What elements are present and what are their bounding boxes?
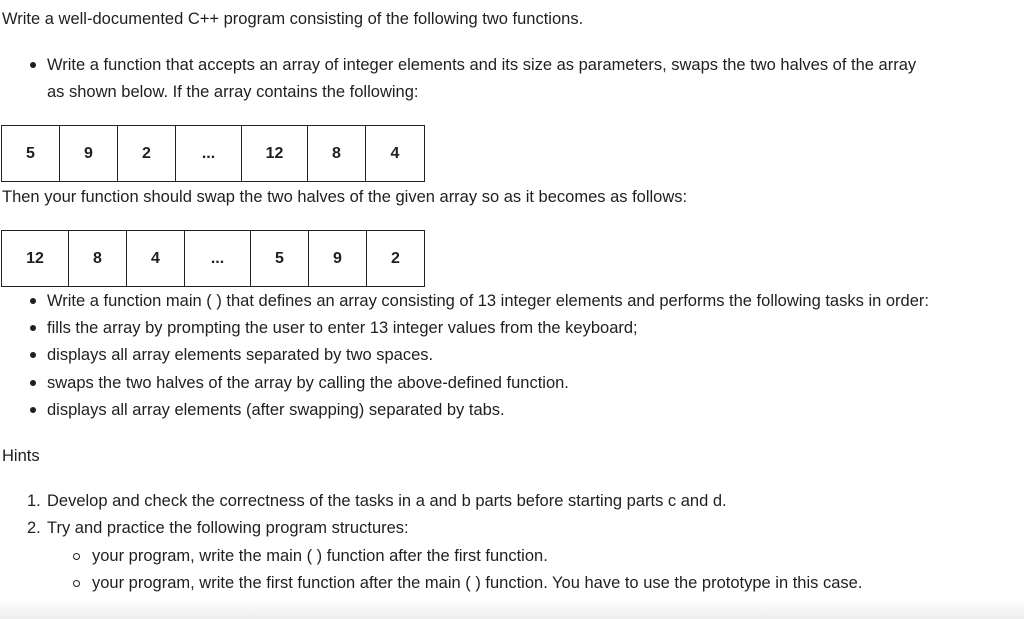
array-after-cell: 9 xyxy=(309,231,367,287)
bullet-icon xyxy=(30,407,36,413)
array-before-cell: 2 xyxy=(118,126,176,182)
bottom-edge-shadow xyxy=(0,599,1024,619)
hint-item: Develop and check the correctness of the tasks in a and b parts before starting parts c and d. xyxy=(47,492,727,510)
intro-text: Write a well-documented C++ program consisting of the following two functions. xyxy=(2,10,584,28)
array-after-cell: ... xyxy=(185,231,251,287)
main-task-item: fills the array by prompting the user to enter 13 integer values from the keyboard; xyxy=(47,319,638,337)
array-before-cell: 9 xyxy=(60,126,118,182)
bullet-icon xyxy=(30,298,36,304)
array-before-cell: 12 xyxy=(242,126,308,182)
main-task-item: displays all array elements (after swapping) separated by tabs. xyxy=(47,401,505,419)
array-after-cell: 12 xyxy=(2,231,69,287)
hint-sub-item: your program, write the main ( ) function after the first function. xyxy=(92,547,548,565)
array-after-table xyxy=(1,230,425,287)
main-task-item: Write a function main ( ) that defines an array consisting of 13 integer elements and performs the following tasks in order: xyxy=(47,292,929,310)
array-before-cell: 8 xyxy=(308,126,366,182)
bullet-icon xyxy=(30,380,36,386)
array-after-cell: 5 xyxy=(251,231,309,287)
then-text: Then your function should swap the two halves of the given array so as it becomes as follows: xyxy=(2,188,688,206)
bullet-icon xyxy=(30,325,36,331)
array-before-cell: 4 xyxy=(366,126,425,182)
bullet-icon xyxy=(30,62,36,68)
hints-title: Hints xyxy=(2,447,40,465)
array-after-cell: 2 xyxy=(367,231,425,287)
main-task-item: displays all array elements separated by two spaces. xyxy=(47,346,434,364)
array-before-cell: ... xyxy=(176,126,242,182)
main-task-item: swaps the two halves of the array by calling the above-defined function. xyxy=(47,374,569,392)
array-before-table xyxy=(1,125,425,182)
first-function-line1: Write a function that accepts an array of integer elements and its size as parameters, swaps the two halves of the array xyxy=(47,56,917,74)
hint-item: Try and practice the following program structures: xyxy=(47,519,409,537)
circle-bullet-icon xyxy=(73,580,80,587)
array-after-cell: 4 xyxy=(127,231,185,287)
first-function-line2: as shown below. If the array contains the following: xyxy=(47,83,419,101)
hint-sub-item: your program, write the first function after the main ( ) function. You have to use the prototype in this case. xyxy=(92,574,863,592)
hint-number: 1. xyxy=(27,492,41,510)
array-before-cell: 5 xyxy=(2,126,60,182)
circle-bullet-icon xyxy=(73,553,80,560)
array-after-cell: 8 xyxy=(69,231,127,287)
bullet-icon xyxy=(30,352,36,358)
hint-number: 2. xyxy=(27,519,41,537)
